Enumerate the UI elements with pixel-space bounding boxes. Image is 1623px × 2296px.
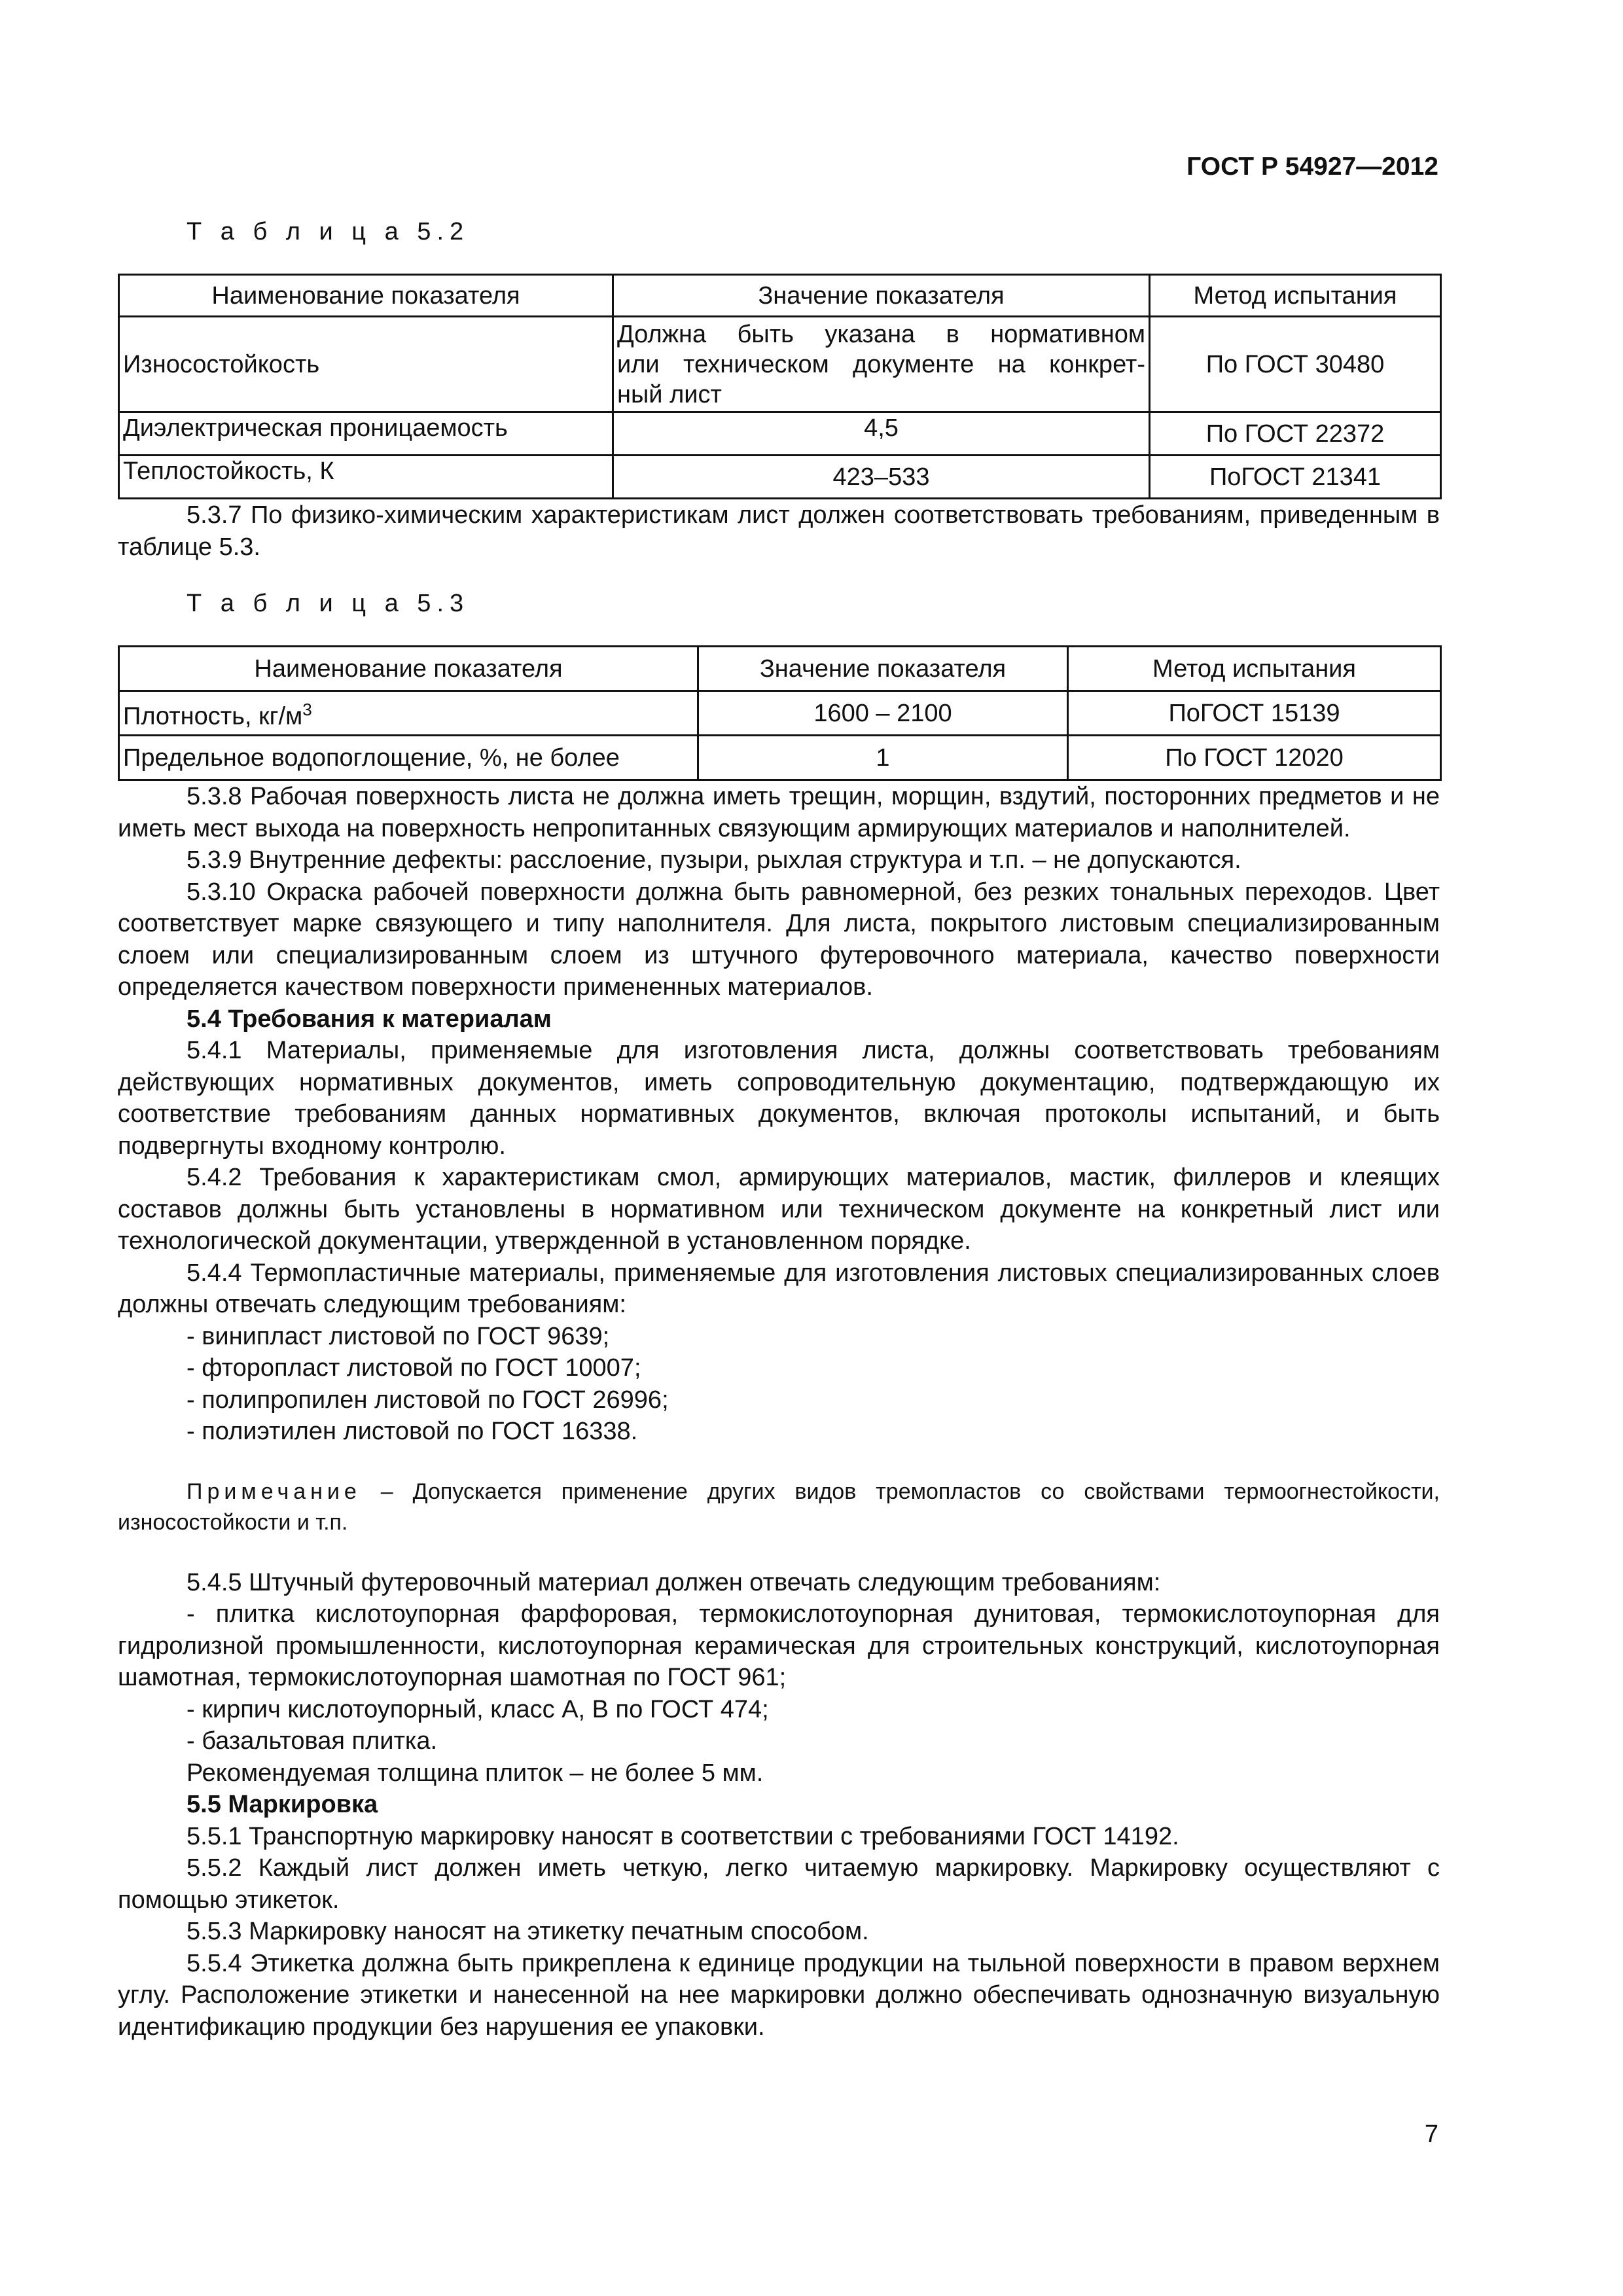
paragraph-5-4-2: 5.4.2 Требования к характеристикам смол, армирующих материалов, мастик, филлеров и клеящих составов должны быть установлены в нормативном или техническом документе на конкретный лист или технологической документации, утвержденной в установленном порядке. [118, 1164, 1440, 1255]
table-cell: 1600 – 2100 [698, 691, 1068, 736]
table-cell: Износостойкость [119, 317, 613, 412]
paragraph-5-3-10: 5.3.10 Окраска рабочей поверхности должна быть равномерной, без резких тональных переходов. Цвет соответствует марке связующего и типу наполнителя. Для листа, покрытого листовым специализированным слоем или специализированным слоем из штучного футеровочного материала, качество поверхности определяется качеством поверхности примененных материалов. [118, 878, 1440, 1001]
table-header-cell: Метод испытания [1150, 275, 1441, 317]
table-row [119, 691, 1441, 736]
table-header-cell: Наименование показателя [119, 647, 698, 691]
table-5-3 [118, 645, 1442, 781]
paragraph-5-4-4: 5.4.4 Термопластичные материалы, применяемые для изготовления листовых специализированных слоев должны отвечать следующим требованиям: [118, 1259, 1440, 1318]
cell-text: Плотность, кг/м [123, 702, 303, 730]
table-header-row [119, 275, 1441, 317]
table-cell: По ГОСТ 12020 [1068, 736, 1441, 780]
list-item: - фторопласт листовой по ГОСТ 10007; [187, 1354, 641, 1382]
table-row [119, 736, 1441, 780]
heading-5-5: 5.5 Маркировка [187, 1791, 378, 1818]
table-cell: Теплостойкость, К [119, 456, 613, 499]
table-cell: По ГОСТ 30480 [1150, 317, 1441, 412]
list-item: - винипласт листовой по ГОСТ 9639; [187, 1322, 610, 1350]
table-5-2 [118, 274, 1442, 499]
table-5-3-caption: Т а б л и ц а 5.3 [187, 590, 470, 617]
note-label: Примечание [187, 1479, 361, 1504]
table-row [119, 317, 1441, 412]
table-cell [613, 317, 1150, 412]
heading-5-4: 5.4 Требования к материалам [187, 1005, 552, 1033]
paragraph-5-5-4: 5.5.4 Этикетка должна быть прикреплена к единице продукции на тыльной поверхности в правом верхнем углу. Расположение этикетки и нанесенной на нее маркировки должно обеспечивать однозначную визуальную идентификацию продукции без нарушения ее упаковки. [118, 1949, 1440, 2041]
table-cell: Диэлектрическая проницаемость [119, 412, 613, 456]
table-cell: 4,5 [613, 412, 1150, 456]
table-5-2-caption: Т а б л и ц а 5.2 [187, 218, 470, 245]
list-item: - базальтовая плитка. [187, 1727, 438, 1755]
paragraph-5-3-8: 5.3.8 Рабочая поверхность листа не должна иметь трещин, морщин, вздутий, посторонних предметов и не иметь мест выхода на поверхность непропитанных связующим армирующих материалов и наполнителей. [118, 783, 1440, 842]
list-item: Рекомендуемая толщина плиток – не более 5 мм. [187, 1759, 764, 1787]
list-item: - полиэтилен листовой по ГОСТ 16338. [187, 1418, 638, 1445]
document-code: ГОСТ Р 54927—2012 [1186, 152, 1438, 181]
table-header-cell: Значение показателя [698, 647, 1068, 691]
table-cell: ПоГОСТ 21341 [1150, 456, 1441, 499]
paragraph-5-5-1: 5.5.1 Транспортную маркировку наносят в соответствии с требованиями ГОСТ 14192. [187, 1822, 1179, 1850]
table-row [119, 456, 1441, 499]
cell-line: или техническом документе на конкрет- [617, 350, 1145, 378]
table-cell: По ГОСТ 22372 [1150, 412, 1441, 456]
table-cell: ПоГОСТ 15139 [1068, 691, 1441, 736]
note-text: – Допускается применение других видов тремопластов со свойствами термоогнестойкости, износостойкости и т.п. [118, 1479, 1440, 1535]
paragraph-5-5-3: 5.5.3 Маркировку наносят на этикетку печатным способом. [187, 1918, 869, 1945]
cell-line: ный лист [617, 380, 722, 408]
table-cell: Предельное водопоглощение, %, не более [119, 736, 698, 780]
paragraph-5-5-2: 5.5.2 Каждый лист должен иметь четкую, легко читаемую маркировку. Маркировку осуществляют с помощью этикеток. [118, 1854, 1440, 1914]
paragraph-5-3-9: 5.3.9 Внутренние дефекты: расслоение, пузыри, рыхлая структура и т.п. – не допускаются. [187, 846, 1241, 874]
table-header-cell: Значение показателя [613, 275, 1150, 317]
page-number: 7 [1424, 2121, 1438, 2148]
list-item: - кирпич кислотоупорный, класс А, В по ГОСТ 474; [187, 1695, 769, 1723]
table-header-cell: Метод испытания [1068, 647, 1441, 691]
table-header-cell: Наименование показателя [119, 275, 613, 317]
table-cell: 1 [698, 736, 1068, 780]
paragraph-5-3-7: 5.3.7 По физико-химическим характеристикам лист должен соответствовать требованиям, приведенным в таблице 5.3. [118, 501, 1440, 561]
page-content [118, 216, 1440, 2043]
paragraph-5-4-5: 5.4.5 Штучный футеровочный материал должен отвечать следующим требованиям: [187, 1568, 1161, 1596]
paragraph-5-4-1: 5.4.1 Материалы, применяемые для изготовления листа, должны соответствовать требованиям действующих нормативных документов, иметь сопроводительную документацию, подтверждающую их соответствие требованиям данных нормативных документов, включая протоколы испытаний, и быть подвергнуты входному контролю. [118, 1037, 1440, 1160]
list-item: - полипропилен листовой по ГОСТ 26996; [187, 1386, 669, 1414]
table-row [119, 412, 1441, 456]
paragraph-5-4-5-item: - плитка кислотоупорная фарфоровая, термокислотоупорная дунитовая, термокислотоупорная для гидролизной промышленности, кислотоупорная керамическая для строительных конструкций, кислотоупорная шамотная, термокислотоупорная шамотная по ГОСТ 961; [118, 1600, 1440, 1691]
cell-line: Должна быть указана в нормативном [617, 320, 1145, 348]
note [118, 1477, 1440, 1538]
table-cell [119, 691, 698, 736]
table-header-row [119, 647, 1441, 691]
table-cell: 423–533 [613, 456, 1150, 499]
superscript: 3 [302, 700, 312, 720]
